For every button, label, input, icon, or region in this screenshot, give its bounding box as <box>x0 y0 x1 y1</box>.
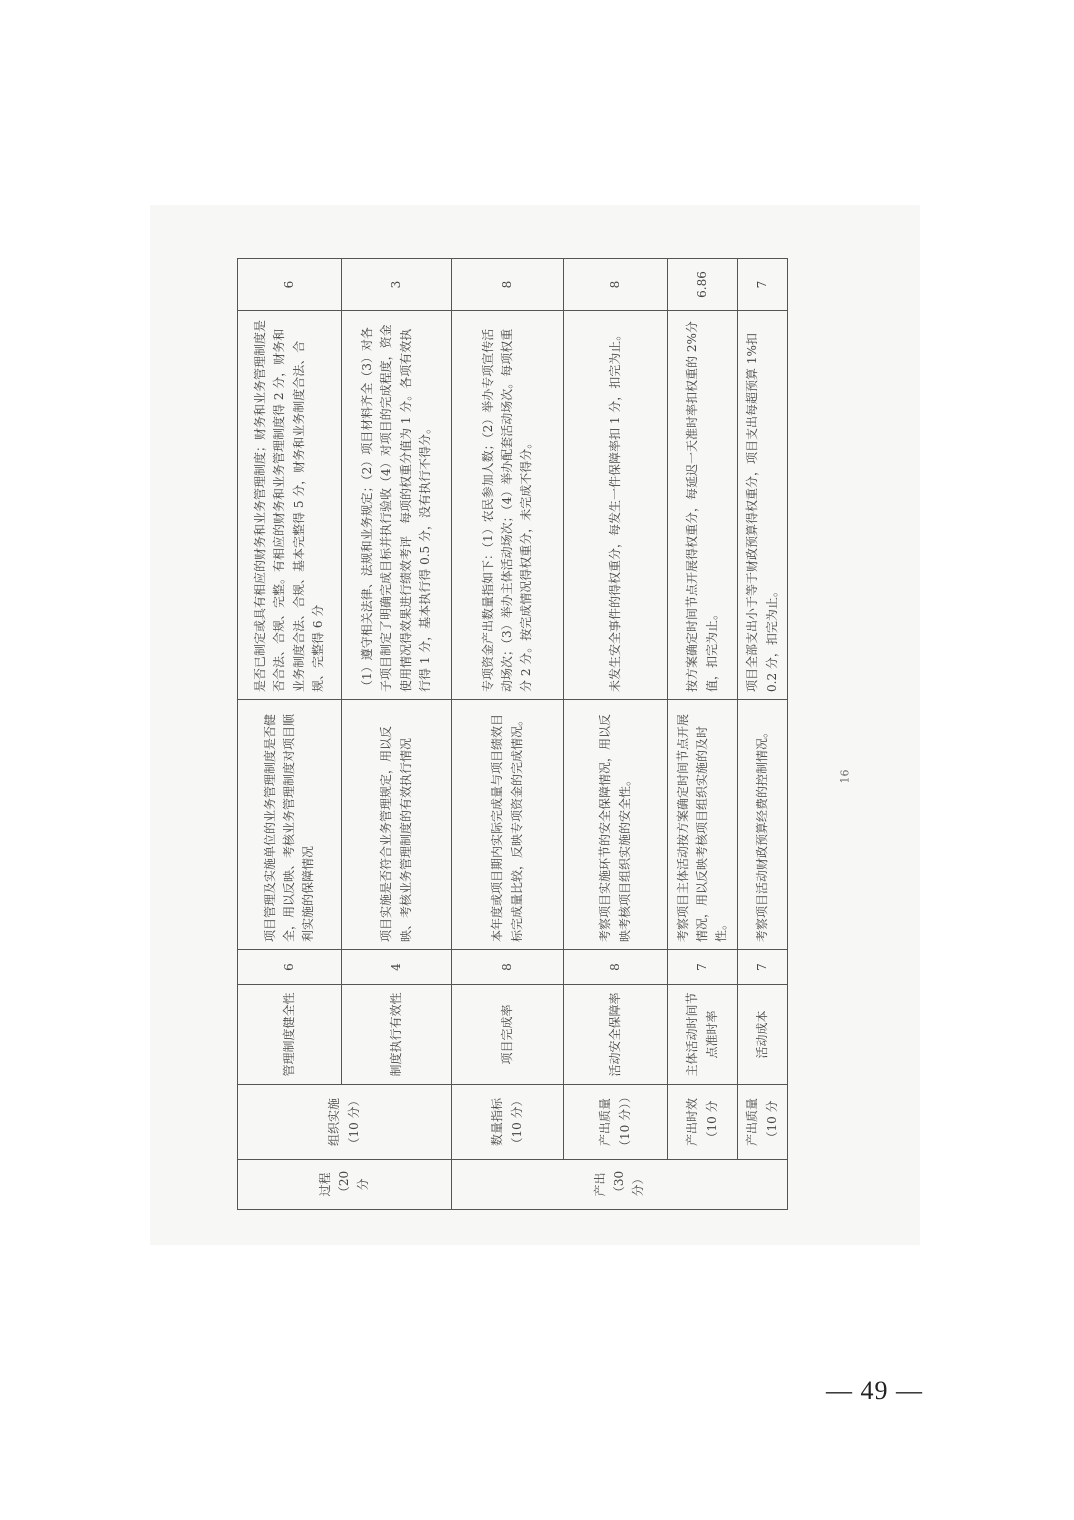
indicator-cell: 项目完成率 <box>452 985 564 1085</box>
criteria-cell: 按方案确定时间节点开展得权重分，每延迟一天准时率扣权重的 2%分值，扣完为止。 <box>668 311 738 700</box>
level2-cell: 产出时效 （10 分 <box>668 1085 738 1160</box>
weight-cell: 7 <box>738 950 788 985</box>
table-row <box>452 259 564 1210</box>
footer-page-number: — 49 — <box>826 1376 923 1405</box>
criteria-cell: 未发生安全事件的得权重分，每发生一件保障率扣 1 分，扣完为止。 <box>564 311 668 700</box>
indicator-cell: 管理制度健全性 <box>238 985 342 1085</box>
explanation-cell: 考察项目主体活动按方案确定时间节点开展情况，用以反映考核项目组织实施的及时性。 <box>668 700 738 950</box>
level2-cell: 产出质量 （10 分）） <box>564 1085 668 1160</box>
score-cell: 8 <box>452 259 564 311</box>
score-cell: 7 <box>738 259 788 311</box>
score-cell: 6 <box>238 259 342 311</box>
indicator-cell: 制度执行有效性 <box>342 985 452 1085</box>
explanation-cell: 考察项目活动财政预算经费的控制情况。 <box>738 700 788 950</box>
explanation-cell: 本年度或项目期内实际完成量与项目绩效目标完成量比较，反映专项资金的完成情况。 <box>452 700 564 950</box>
rotated-page-number: 16 <box>838 769 852 784</box>
weight-cell: 7 <box>668 950 738 985</box>
score-cell: 3 <box>342 259 452 311</box>
table-row <box>342 259 452 1210</box>
indicator-cell: 活动成本 <box>738 985 788 1085</box>
level2-cell: 产出质量 （10 分 <box>738 1085 788 1160</box>
level2-cell: 数量指标 （10 分） <box>452 1085 564 1160</box>
weight-cell: 8 <box>564 950 668 985</box>
explanation-cell: 项目实施是否符合业务管理规定，用以反映、考核业务管理制度的有效执行情况 <box>342 700 452 950</box>
table-row <box>564 259 668 1210</box>
score-cell: 8 <box>564 259 668 311</box>
criteria-cell: 专项资金产出数量指如下：（1）农民参加人数；（2）举办专项宣传活动场次；（3）举办主体活动场次；（4）举办配套活动场次。每项权重分 2 分。按完成情况得权重分，未完成不得分。 <box>452 311 564 700</box>
table-row <box>238 259 342 1210</box>
explanation-cell: 项目管理及实施单位的业务管理制度是否健全，用以反映、考核业务管理制度对项目顺利实施的保障情况 <box>238 700 342 950</box>
criteria-cell: 是否已制定或具有相应的财务和业务管理制度；财务和业务管理制度是否合法、合规、完整。有相应的财务和业务管理制度得 2 分，财务和业务制度合法、合规、基本完整得 5 分，财务和业务制度合法、合规、完整得 6 分 <box>238 311 342 700</box>
explanation-cell: 考察项目实施环节的安全保障情况，用以反映考核项目组织实施的安全性。 <box>564 700 668 950</box>
weight-cell: 8 <box>452 950 564 985</box>
indicator-cell: 活动安全保障率 <box>564 985 668 1085</box>
table-row <box>738 259 788 1210</box>
weight-cell: 6 <box>238 950 342 985</box>
level1-cell: 产出 （30 分） <box>452 1160 788 1210</box>
weight-cell: 4 <box>342 950 452 985</box>
evaluation-table <box>237 258 788 1210</box>
indicator-cell: 主体活动时间节点准时率 <box>668 985 738 1085</box>
table-row <box>668 259 738 1210</box>
level1-cell: 过程 （20 分 <box>238 1160 452 1210</box>
criteria-cell: （1）遵守相关法律、法规和业务规定；（2）项目材料齐全（3）对各子项目制定了明确完成目标并执行验收（4）对项目的完成程度，资金使用情况得效果进行绩效考评 每项的权重分值为 1 分。各项有效执行得 1 分，基本执行得 0.5 分，没有执行不得分。 <box>342 311 452 700</box>
score-cell: 6.86 <box>668 259 738 311</box>
level2-cell: 组织实施 （10 分） <box>238 1085 452 1160</box>
criteria-cell: 项目全部支出小于等于财政预算得权重分，项目支出每超预算 1%扣 0.2 分，扣完为止。 <box>738 311 788 700</box>
rotated-table-wrapper <box>237 259 787 1210</box>
